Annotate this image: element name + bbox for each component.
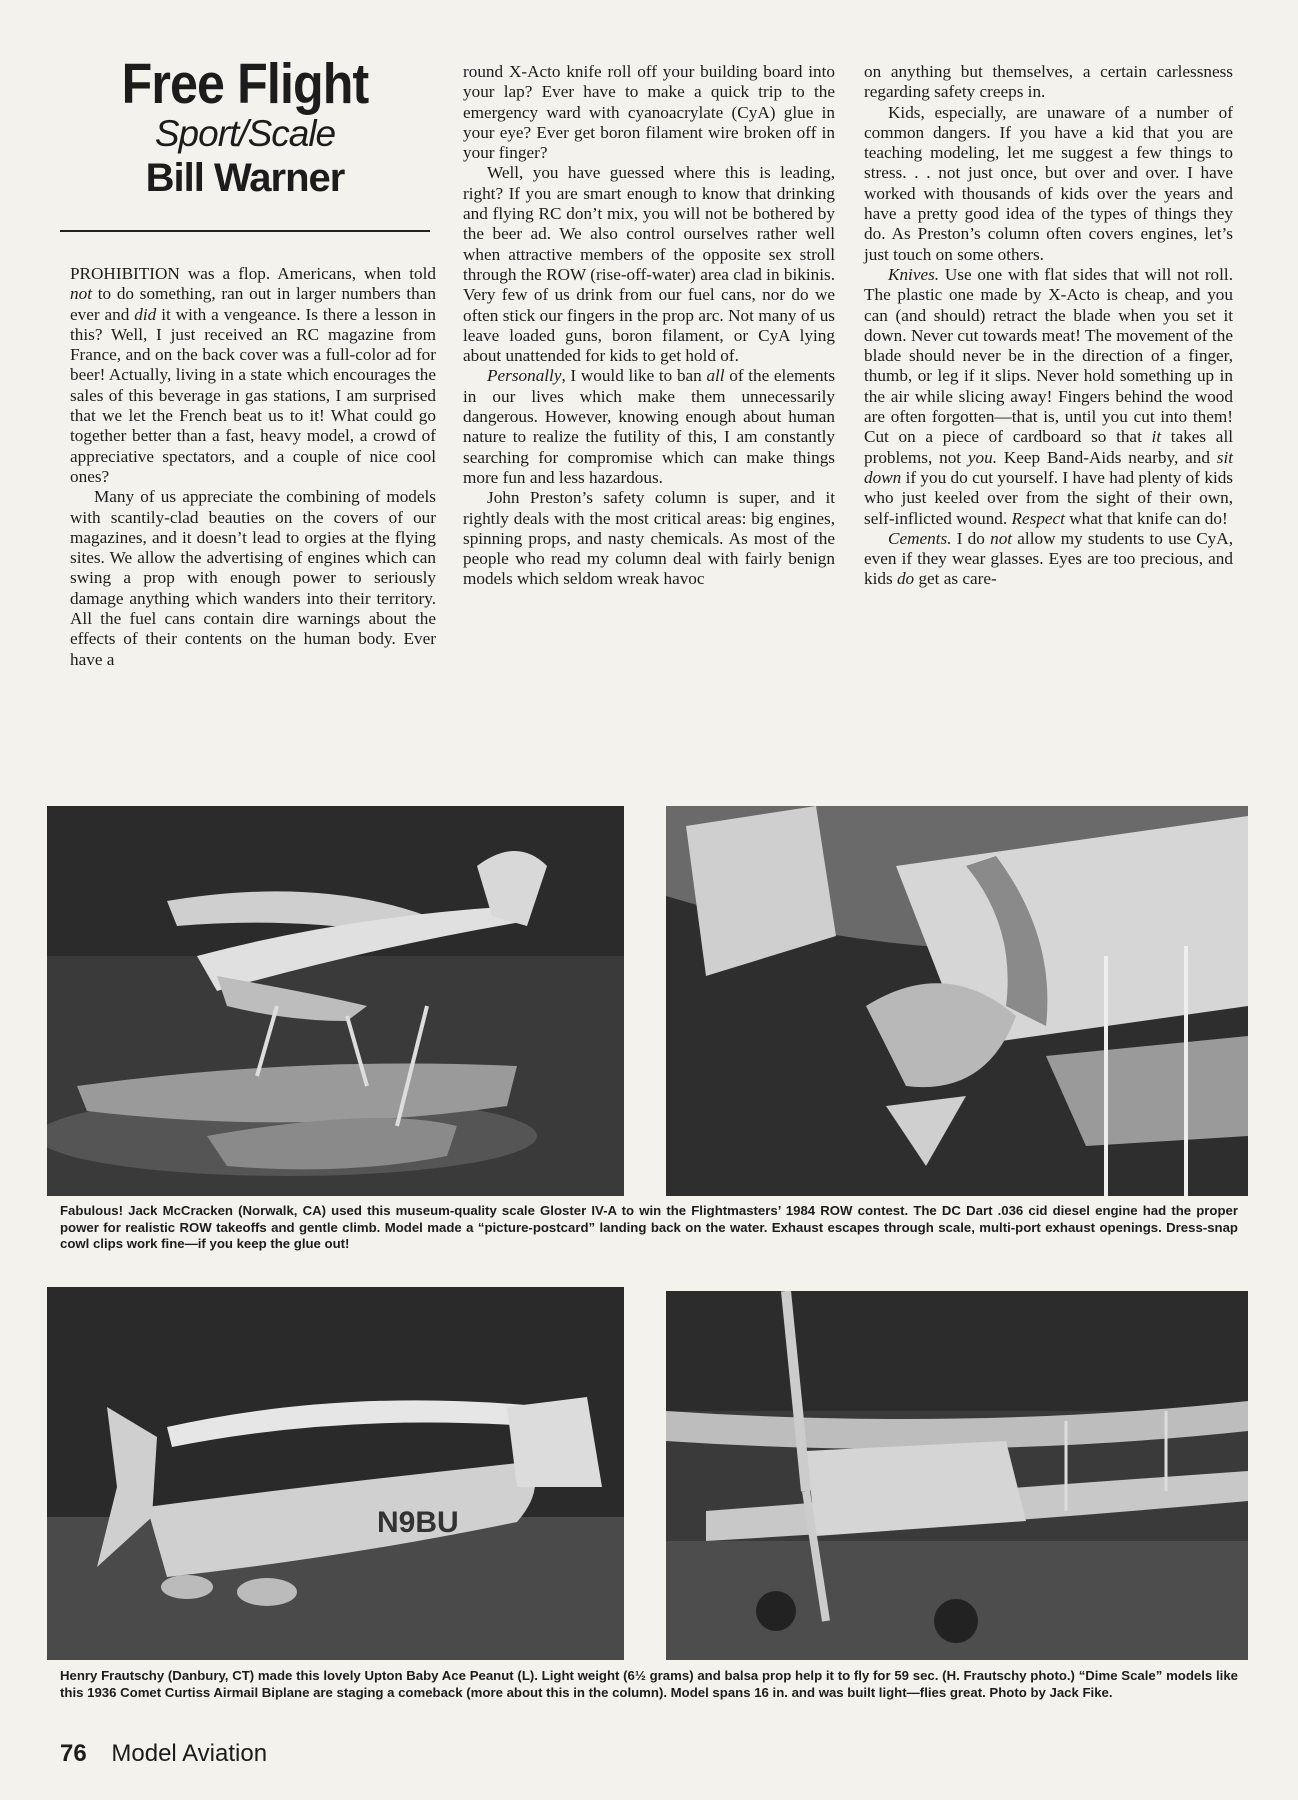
photo-caption-2: Henry Frautschy (Danbury, CT) made this lovely Upton Baby Ace Peanut (L). Light weight (6½ grams) and balsa prop help it to fly for 59 sec. (H. Frautschy photo.) “Dime Scale” models like this 1936 Comet Curtiss Airmail Biplane are staging a comeback (more about this in the column). Model spans 16 in. and was built light—flies great. Photo by Jack Fike.	[60, 1668, 1238, 1700]
paragraph: PROHIBITION was a flop. Americans, when told not to do something, ran out in larger numbers than ever and did it with a vengeance. Is there a lesson in this? Well, I just received an RC magazine from France, and on the back cover was a full-color ad for beer! Actually, living in a state which encourages the sales of this beverage in gas stations, I am surprised that we let the French beat us to it! What could go together better than a fast, heavy model, a crowd of appreciative spectators, and a couple of nice cool ones?	[70, 264, 436, 486]
paragraph: Kids, especially, are unaware of a number of common dangers. If you have a kid that you are teaching modeling, let me suggest a few things to stress. . . not just once, but over and over. I have worked with thousands of kids over the years and have a pretty good idea of the types of things they do. As Preston’s column often covers engines, let’s just touch on some others.	[864, 102, 1233, 264]
author-name: Bill Warner	[145, 156, 345, 200]
paragraph: Personally, I would like to ban all of the elements in our lives which make them unnecessarily dangerous. However, knowing enough about human nature to realize the futility of this, I am constantly searching for compromise which can make things more fun and less hazardous.	[463, 366, 836, 487]
column-subtitle: Sport/Scale	[154, 113, 336, 154]
paragraph: Well, you have guessed where this is leading, right? If you are smart enough to know that drinking and flying RC don’t mix, you will not be bothered by the beer ad. We also control ourselves rather well when attractive members of the opposite sex stroll through the ROW (rise-off-water) area clad in bikinis. Very few of us drink from our fuel cans, nor do we often stick our fingers in the prop arc. Not many of us leave loaded guns, boron filament, or CyA lying about unattended for kids to get hold of.	[463, 163, 835, 366]
text-column-1	[70, 264, 436, 670]
column-title: Free Flight	[121, 52, 369, 116]
curtiss-biplane-photo	[666, 1291, 1248, 1660]
text-column-2	[463, 62, 835, 590]
publication-name: Model Aviation	[111, 1740, 268, 1767]
baby-ace-illustration	[47, 1287, 624, 1660]
seaplane-model-photo	[47, 806, 624, 1196]
registration-mark: N9BU	[377, 1506, 459, 1539]
photo-caption-1: Fabulous! Jack McCracken (Norwalk, CA) used this museum-quality scale Gloster IV-A to win the Flightmasters’ 1984 ROW contest. The DC Dart .036 cid diesel engine had the proper power for realistic ROW takeoffs and gentle climb. Model made a “picture-postcard” landing back on the water. Exhaust escapes through scale, multi-port exhaust openings. Dress-snap cowl clips work fine—if you keep the glue out!	[60, 1203, 1238, 1251]
paragraph: round X-Acto knife roll off your building board into your lap? Ever have to make a quick trip to the emergency ward with cyanoacrylate (CyA) glue in your eye? Ever get boron filament wire broken off in your finger?	[463, 62, 835, 163]
paragraph: on anything but themselves, a certain carlessness regarding safety creeps in.	[864, 62, 1233, 102]
curtiss-illustration	[666, 1291, 1248, 1660]
header-rule	[60, 230, 430, 232]
baby-ace-peanut-photo	[47, 1287, 624, 1660]
paragraph: John Preston’s safety column is super, and it rightly deals with the most critical areas: big engines, spinning props, and nasty chemicals. As most of the people who read my column deal with fairly benign models which seldom wreak havoc	[463, 488, 835, 589]
text-column-3	[864, 62, 1233, 590]
paragraph: Many of us appreciate the combining of models with scantily-clad beauties on the covers of our magazines, and it doesn’t lead to orgies at the flying sites. We allow the advertising of engines which can swing a prop with enough power to seriously damage anything which wanders into their territory. All the fuel cans contain dire warnings about the effects of their contents on the human body. Ever have a	[70, 487, 436, 669]
seaplane-illustration	[47, 806, 624, 1196]
paragraph: Knives. Use one with flat sides that will not roll. The plastic one made by X-Acto is cheap, and you can (and should) retract the blade when you set it down. Never cut towards meat! The movement of the blade should never be in the direction of a finger, thumb, or leg if it slips. Never hold something up in the air while slicing away! Fingers behind the wood are often forgotten—that is, until you cut into them! Cut on a piece of cardboard so that it takes all problems, not you. Keep Band-Aids nearby, and sit down if you do cut yourself. I have had plenty of kids who just keeled over from the sight of their own, self-inflicted wound. Respect what that knife can do!	[864, 264, 1233, 528]
page-number: 76	[60, 1740, 87, 1767]
column-header	[60, 54, 430, 202]
cowl-closeup-photo	[666, 806, 1248, 1196]
paragraph: Cements. I do not allow my students to use CyA, even if they wear glasses. Eyes are too precious, and kids do get as care-	[864, 528, 1233, 589]
cowl-illustration	[666, 806, 1248, 1196]
page-footer	[60, 1740, 267, 1768]
